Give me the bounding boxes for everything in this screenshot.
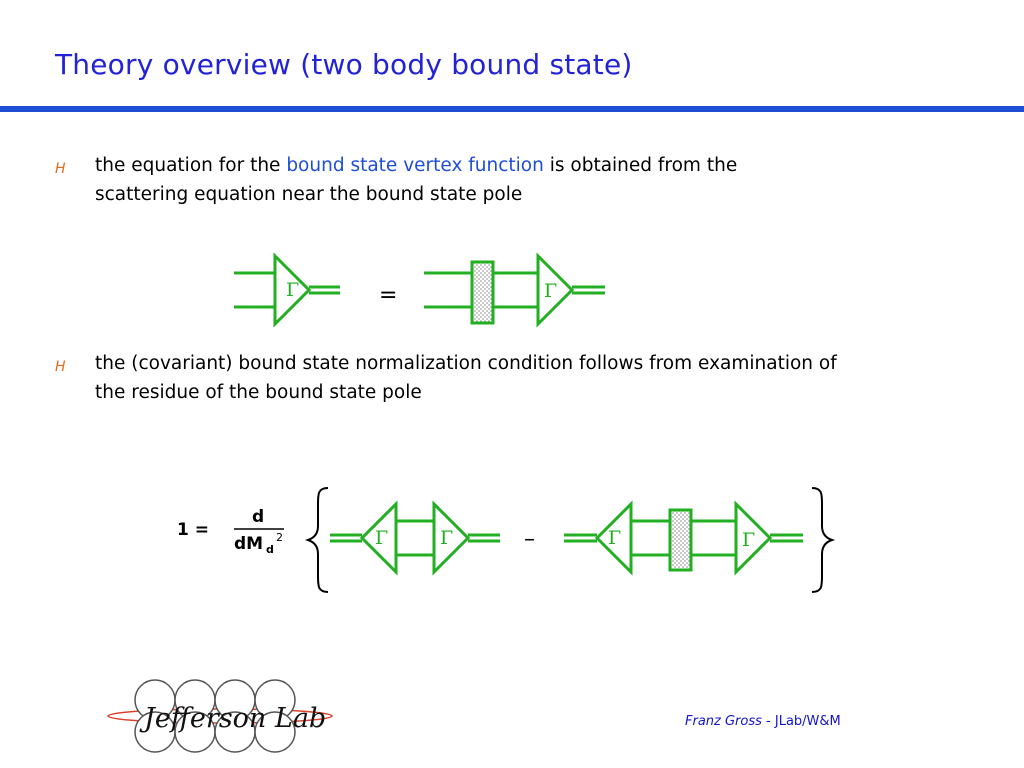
- bullet-icon: H: [55, 161, 66, 177]
- bullet-1-highlight: bound state vertex function: [286, 155, 544, 176]
- derivative-denominator: dM: [234, 534, 264, 554]
- bullet-1-text-before: the equation for the: [95, 155, 287, 176]
- gamma-symbol: Γ: [375, 527, 389, 549]
- norm-term-2: [564, 504, 803, 572]
- bullet-2-line-1: the (covariant) bound state normalization condition follows from examination of: [95, 353, 837, 374]
- one-equals: 1 =: [177, 520, 209, 540]
- logo-text: Jefferson Lab: [144, 703, 327, 734]
- vertex-diagram-right: [424, 256, 605, 324]
- bullet-icon: H: [55, 359, 66, 375]
- left-brace: [308, 488, 328, 592]
- footer-affiliation: - JLab/W&M: [761, 714, 841, 729]
- gamma-symbol: Γ: [440, 527, 454, 549]
- gamma-symbol: Γ: [544, 280, 558, 302]
- gamma-symbol: Γ: [286, 279, 300, 301]
- footer-credit: [685, 714, 841, 729]
- right-brace: [812, 488, 832, 592]
- footer-author: Franz Gross: [685, 714, 762, 729]
- gamma-symbol: Γ: [608, 527, 622, 549]
- kernel-box: [472, 262, 493, 323]
- kernel-box: [670, 510, 691, 570]
- bullet-1-line-2: scattering equation near the bound state pole: [95, 184, 523, 205]
- bullet-1-text-after: is obtained from the: [543, 155, 738, 176]
- bullet-2-line-2: the residue of the bound state pole: [95, 382, 422, 403]
- denominator-subscript: d: [266, 543, 274, 556]
- jefferson-lab-logo: [108, 680, 332, 752]
- norm-term-1: [330, 504, 500, 572]
- gamma-symbol: Γ: [742, 529, 756, 551]
- equals-sign: =: [379, 283, 398, 308]
- slide-title: Theory overview (two body bound state): [55, 48, 633, 81]
- minus-sign: –: [524, 527, 535, 552]
- derivative-numerator: d: [252, 507, 265, 527]
- denominator-superscript: 2: [276, 531, 283, 544]
